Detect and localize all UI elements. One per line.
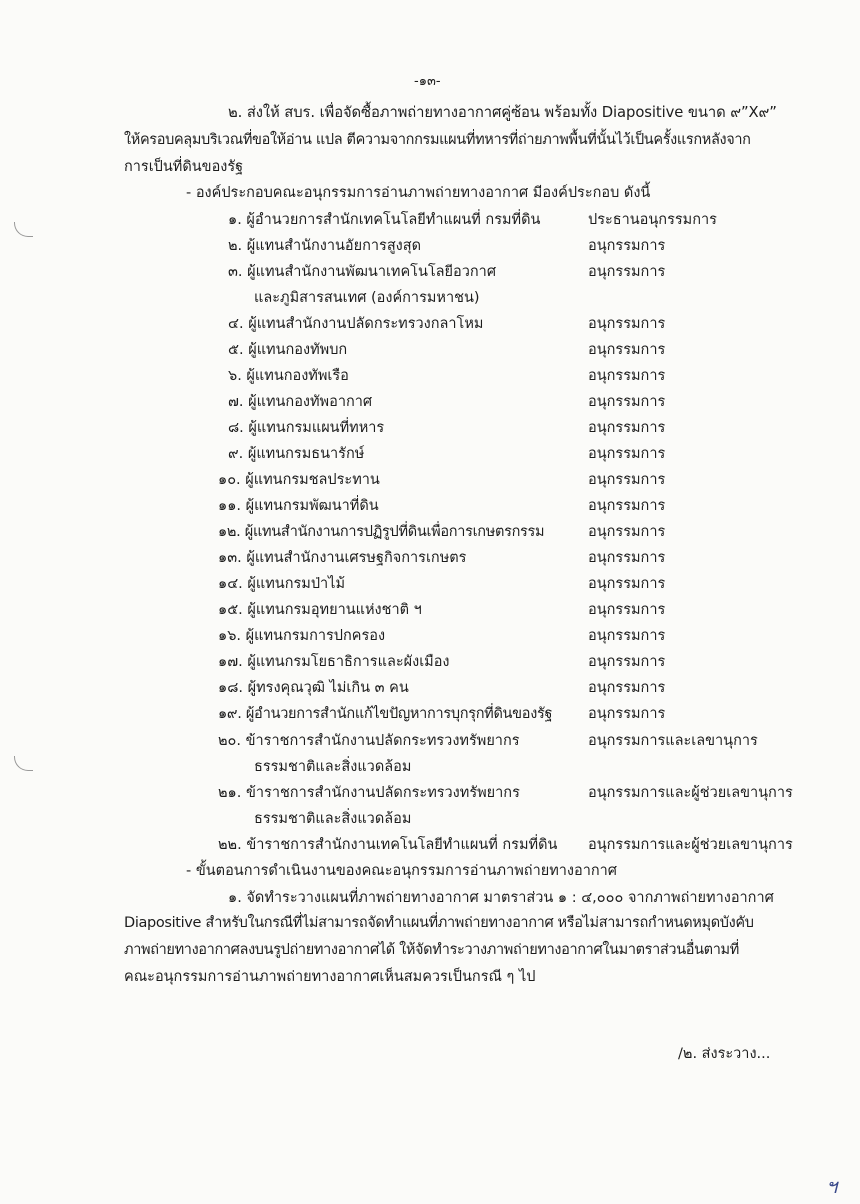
member-18-role: อนุกรรมการ — [588, 680, 666, 696]
member-20-role: อนุกรรมการและเลขานุการ — [588, 733, 758, 749]
continuation-note: /๒. ส่งระวาง... — [678, 1046, 771, 1062]
item2-line3: การเป็นที่ดินของรัฐ — [124, 159, 244, 175]
member-18-name: ๑๘. ผู้ทรงคุณวุฒิ ไม่เกิน ๓ คน — [218, 680, 409, 696]
member-3-role: อนุกรรมการ — [588, 264, 666, 280]
step1-line3: ภาพถ่ายทางอากาศลงบนรูปถ่ายทางอากาศได้ ให้จัดทำระวางภาพถ่ายทางอากาศในมาตราส่วนอื่นตามที่ — [124, 942, 739, 958]
member-8-role: อนุกรรมการ — [588, 420, 666, 436]
member-20-name: ๒๐. ข้าราชการสำนักงานปลัดกระทรวงทรัพยากร — [218, 733, 520, 749]
member-22-name: ๒๒. ข้าราชการสำนักงานเทคโนโลยีทำแผนที่ กรมที่ดิน — [218, 837, 558, 853]
member-1-name: ๑. ผู้อำนวยการสำนักเทคโนโลยีทำแผนที่ กรมที่ดิน — [228, 212, 541, 228]
member-20-name-cont: ธรรมชาติและสิ่งแวดล้อม — [254, 759, 412, 775]
member-21-name-cont: ธรรมชาติและสิ่งแวดล้อม — [254, 811, 412, 827]
page-number: -๑๓- — [414, 74, 441, 89]
binder-hole-mark-top — [14, 222, 33, 237]
member-21-role: อนุกรรมการและผู้ช่วยเลขานุการ — [588, 785, 793, 801]
member-17-role: อนุกรรมการ — [588, 654, 666, 670]
member-11-role: อนุกรรมการ — [588, 498, 666, 514]
member-16-name: ๑๖. ผู้แทนกรมการปกครอง — [218, 628, 386, 644]
member-14-name: ๑๔. ผู้แทนกรมป่าไม้ — [218, 576, 346, 592]
member-2-role: อนุกรรมการ — [588, 238, 666, 254]
member-6-role: อนุกรรมการ — [588, 368, 666, 384]
signature-mark: ฯ — [826, 1174, 838, 1198]
member-10-name: ๑๐. ผู้แทนกรมชลประทาน — [218, 472, 380, 488]
member-9-role: อนุกรรมการ — [588, 446, 666, 462]
item2-line2: ให้ครอบคลุมบริเวณที่ขอให้อ่าน แปล ตีความจากกรมแผนที่ทหารที่ถ่ายภาพพื้นที่นั้นไว้เป็นครั้งแรกหลังจาก — [124, 132, 751, 148]
member-5-role: อนุกรรมการ — [588, 342, 666, 358]
member-2-name: ๒. ผู้แทนสำนักงานอัยการสูงสุด — [228, 238, 422, 254]
member-12-name: ๑๒. ผู้แทนสำนักงานการปฏิรูปที่ดินเพื่อการเกษตรกรรม — [218, 524, 545, 540]
step1-line1: ๑. จัดทำระวางแผนที่ภาพถ่ายทางอากาศ มาตราส่วน ๑ : ๔,๐๐๐ จากภาพถ่ายทางอากาศ — [228, 890, 774, 906]
member-3-name-cont: และภูมิสารสนเทศ (องค์การมหาชน) — [254, 290, 480, 306]
member-10-role: อนุกรรมการ — [588, 472, 666, 488]
member-15-role: อนุกรรมการ — [588, 602, 666, 618]
member-12-role: อนุกรรมการ — [588, 524, 666, 540]
procedure-heading: - ขั้นตอนการดำเนินงานของคณะอนุกรรมการอ่านภาพถ่ายทางอากาศ — [186, 863, 617, 879]
member-4-role: อนุกรรมการ — [588, 316, 666, 332]
member-8-name: ๘. ผู้แทนกรมแผนที่ทหาร — [228, 420, 385, 436]
member-22-role: อนุกรรมการและผู้ช่วยเลขานุการ — [588, 837, 793, 853]
member-16-role: อนุกรรมการ — [588, 628, 666, 644]
member-13-role: อนุกรรมการ — [588, 550, 666, 566]
member-13-name: ๑๓. ผู้แทนสำนักงานเศรษฐกิจการเกษตร — [218, 550, 467, 566]
member-7-role: อนุกรรมการ — [588, 394, 666, 410]
member-3-name: ๓. ผู้แทนสำนักงานพัฒนาเทคโนโลยีอวกาศ — [228, 264, 497, 280]
item2-line1: ๒. ส่งให้ สบร. เพื่อจัดซื้อภาพถ่ายทางอากาศคู่ซ้อน พร้อมทั้ง Diapositive ขนาด ๙”X๙” — [228, 104, 777, 121]
step1-line2: Diapositive สำหรับในกรณีที่ไม่สามารถจัดทำแผนที่ภาพถ่ายทางอากาศ หรือไม่สามารถกำหนดหมุดบังคับ — [124, 915, 754, 931]
member-7-name: ๗. ผู้แทนกองทัพอากาศ — [228, 394, 373, 410]
member-5-name: ๕. ผู้แทนกองทัพบก — [228, 342, 348, 358]
member-4-name: ๔. ผู้แทนสำนักงานปลัดกระทรวงกลาโหม — [228, 316, 484, 332]
member-9-name: ๙. ผู้แทนกรมธนารักษ์ — [228, 446, 365, 462]
composition-heading: - องค์ประกอบคณะอนุกรรมการอ่านภาพถ่ายทางอากาศ มีองค์ประกอบ ดังนี้ — [186, 185, 651, 201]
binder-hole-mark-bottom — [14, 756, 33, 771]
member-17-name: ๑๗. ผู้แทนกรมโยธาธิการและผังเมือง — [218, 654, 450, 670]
member-11-name: ๑๑. ผู้แทนกรมพัฒนาที่ดิน — [218, 498, 379, 514]
member-14-role: อนุกรรมการ — [588, 576, 666, 592]
member-1-role: ประธานอนุกรรมการ — [588, 212, 717, 228]
step1-line4: คณะอนุกรรมการอ่านภาพถ่ายทางอากาศเห็นสมควรเป็นกรณี ๆ ไป — [124, 969, 536, 985]
member-19-name: ๑๙. ผู้อำนวยการสำนักแก้ไขปัญหาการบุกรุกที่ดินของรัฐ — [218, 706, 553, 722]
member-19-role: อนุกรรมการ — [588, 706, 666, 722]
member-6-name: ๖. ผู้แทนกองทัพเรือ — [228, 368, 349, 384]
member-15-name: ๑๕. ผู้แทนกรมอุทยานแห่งชาติ ฯ — [218, 602, 422, 618]
member-21-name: ๒๑. ข้าราชการสำนักงานปลัดกระทรวงทรัพยากร — [218, 785, 520, 801]
